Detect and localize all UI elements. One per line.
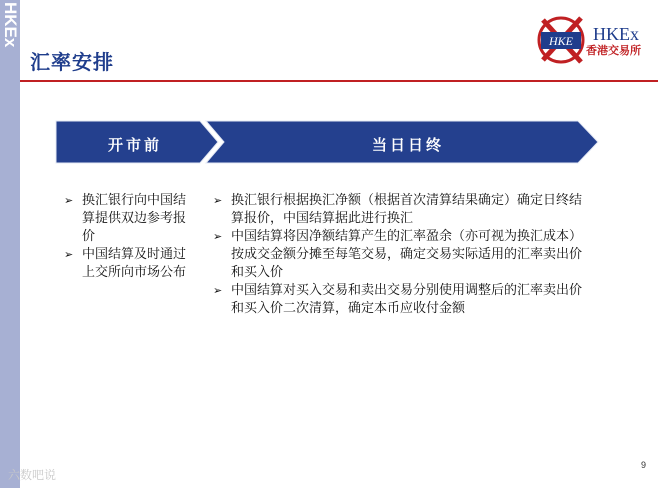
logo-chinese-name: 香港交易所 [586,44,641,57]
list-item: ➢ 换汇银行根据换汇净额（根据首次清算结果确定）确定日终结算报价，中国结算据此进行换汇 [213,192,593,228]
logo-mark-text: HKE [549,34,573,48]
stage-arrows [0,0,658,200]
list-item: ➢ 中国结算将因净额结算产生的汇率盈余（亦可视为换汇成本）按成交金额分摊至每笔交易，确定交易实际适用的汇率卖出价和买入价 [213,228,593,282]
logo-name: HKEx [593,24,639,44]
stage-label-pre-open: 开市前 [108,136,163,154]
page-number: 9 [641,460,647,470]
left-column [64,192,194,282]
watermark: 六数吧说 [8,468,57,482]
list-item: ➢ 换汇银行向中国结算提供双边参考报价 [64,192,194,246]
list-item: ➢ 中国结算及时通过上交所向市场公布 [64,246,194,282]
right-column [213,192,593,318]
side-brand-text: HKEx [1,2,20,48]
page-title: 汇率安排 [30,50,114,74]
list-item: ➢ 中国结算对买入交易和卖出交易分别使用调整后的汇率卖出价和买入价二次清算，确定本币应收付金额 [213,282,593,318]
stage-label-end-of-day: 当日日终 [372,136,445,154]
